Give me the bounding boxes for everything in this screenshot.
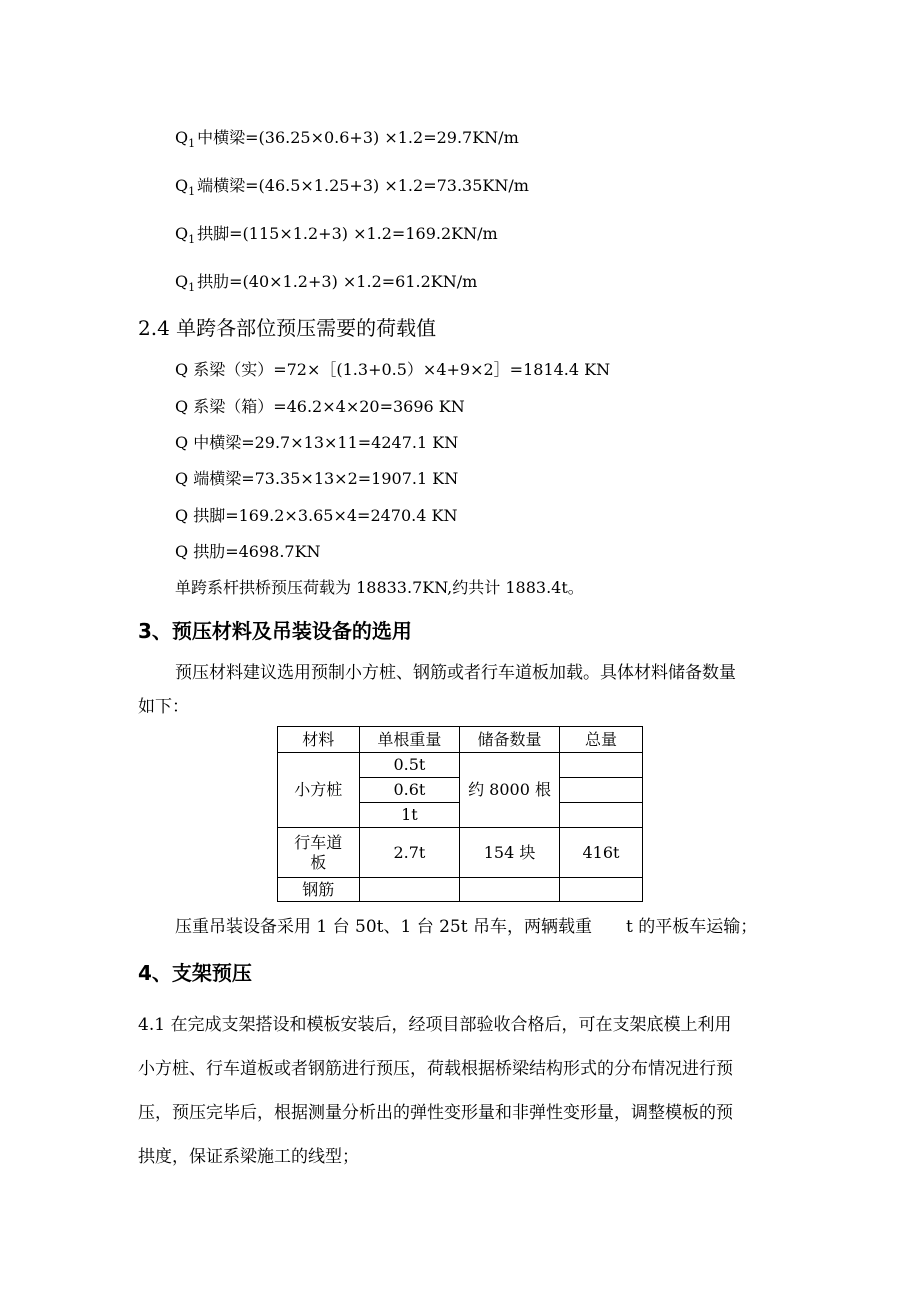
load-line-arch-rib: Q 拱肋=4698.7KN: [175, 542, 321, 561]
header-material: 材料: [278, 727, 360, 753]
section-2-4-heading: 2.4 单跨各部位预压需要的荷载值: [138, 316, 437, 340]
cell-small-pile-weight-1: 0.5t: [359, 753, 460, 778]
cell-road-slab-weight: 2.7t: [359, 828, 460, 878]
section-3-paragraph-line-2: 如下：: [138, 697, 189, 717]
section-4-paragraph-line-3: 压，预压完毕后，根据测量分析出的弹性变形量和非弹性变形量，调整模板的预: [138, 1103, 733, 1123]
table-header-row: [278, 727, 643, 753]
cell-rebar-name: 钢筋: [278, 878, 360, 902]
header-total: 总量: [559, 727, 642, 753]
section-3-heading: 3、预压材料及吊装设备的选用: [138, 619, 412, 643]
table-row: [278, 753, 643, 778]
q1-arch-foot-line: $Q_1$ 拱脚=(115×1.2+3) ×1.2=169.2KN/m: [175, 224, 498, 246]
cell-small-pile-total-2: [559, 778, 642, 803]
road-slab-name-line-1: 行车道: [294, 832, 343, 852]
cell-small-pile-weight-3: 1t: [359, 803, 460, 828]
materials-table: [277, 726, 643, 902]
table-row: [278, 828, 643, 878]
cell-road-slab-total: 416t: [559, 828, 642, 878]
load-line-tie-beam-box: Q 系梁（箱）=46.2×4×20=3696 KN: [175, 397, 465, 416]
section-4-paragraph-line-2: 小方桩、行车道板或者钢筋进行预压，荷载根据桥梁结构形式的分布情况进行预: [138, 1059, 733, 1079]
header-stock-quantity: 储备数量: [460, 727, 560, 753]
equipment-sentence-part-2: t 的平板车运输；: [625, 917, 758, 937]
cell-small-pile-total-3: [559, 803, 642, 828]
cell-small-pile-weight-2: 0.6t: [359, 778, 460, 803]
cell-road-slab-name: [278, 828, 360, 878]
cell-road-slab-quantity: 154 块: [460, 828, 560, 878]
cell-rebar-total: [559, 878, 642, 902]
equipment-sentence: [175, 917, 757, 937]
section-4-paragraph-line-1: 4.1 在完成支架搭设和模板安装后，经项目部验收合格后，可在支架底模上利用: [138, 1015, 732, 1035]
equipment-sentence-part-1: 压重吊装设备采用 1 台 50t、1 台 25t 吊车，两辆载重: [175, 917, 592, 937]
load-line-end-crossbeam: Q 端横梁=73.35×13×2=1907.1 KN: [175, 469, 459, 488]
cell-small-pile-name: 小方桩: [278, 753, 360, 828]
section-3-paragraph-line-1: 预压材料建议选用预制小方桩、钢筋或者行车道板加载。具体材料储备数量: [175, 663, 736, 683]
load-line-tie-beam-solid: Q 系梁（实）=72×［(1.3+0.5）×4+9×2］=1814.4 KN: [175, 360, 611, 379]
section-4-heading: 4、支架预压: [138, 961, 252, 985]
q1-mid-crossbeam-line: $Q_1$ 中横梁=(36.25×0.6+3) ×1.2=29.7KN/m: [175, 128, 519, 150]
table-row: [278, 878, 643, 902]
cell-rebar-weight: [359, 878, 460, 902]
cell-rebar-quantity: [460, 878, 560, 902]
cell-small-pile-total-1: [559, 753, 642, 778]
q1-end-crossbeam-line: $Q_1$ 端横梁=(46.5×1.25+3) ×1.2=73.35KN/m: [175, 176, 529, 198]
header-unit-weight: 单根重量: [359, 727, 460, 753]
load-line-mid-crossbeam: Q 中横梁=29.7×13×11=4247.1 KN: [175, 433, 459, 452]
q1-arch-rib-line: $Q_1$ 拱肋=(40×1.2+3) ×1.2=61.2KN/m: [175, 272, 478, 294]
cell-small-pile-quantity: 约 8000 根: [460, 753, 560, 828]
road-slab-name-line-2: 板: [310, 852, 327, 872]
load-line-arch-foot: Q 拱脚=169.2×3.65×4=2470.4 KN: [175, 506, 458, 525]
section-4-paragraph-line-4: 拱度，保证系梁施工的线型；: [138, 1147, 359, 1167]
load-total-summary: 单跨系杆拱桥预压荷载为 18833.7KN,约共计 1883.4t。: [175, 578, 584, 597]
